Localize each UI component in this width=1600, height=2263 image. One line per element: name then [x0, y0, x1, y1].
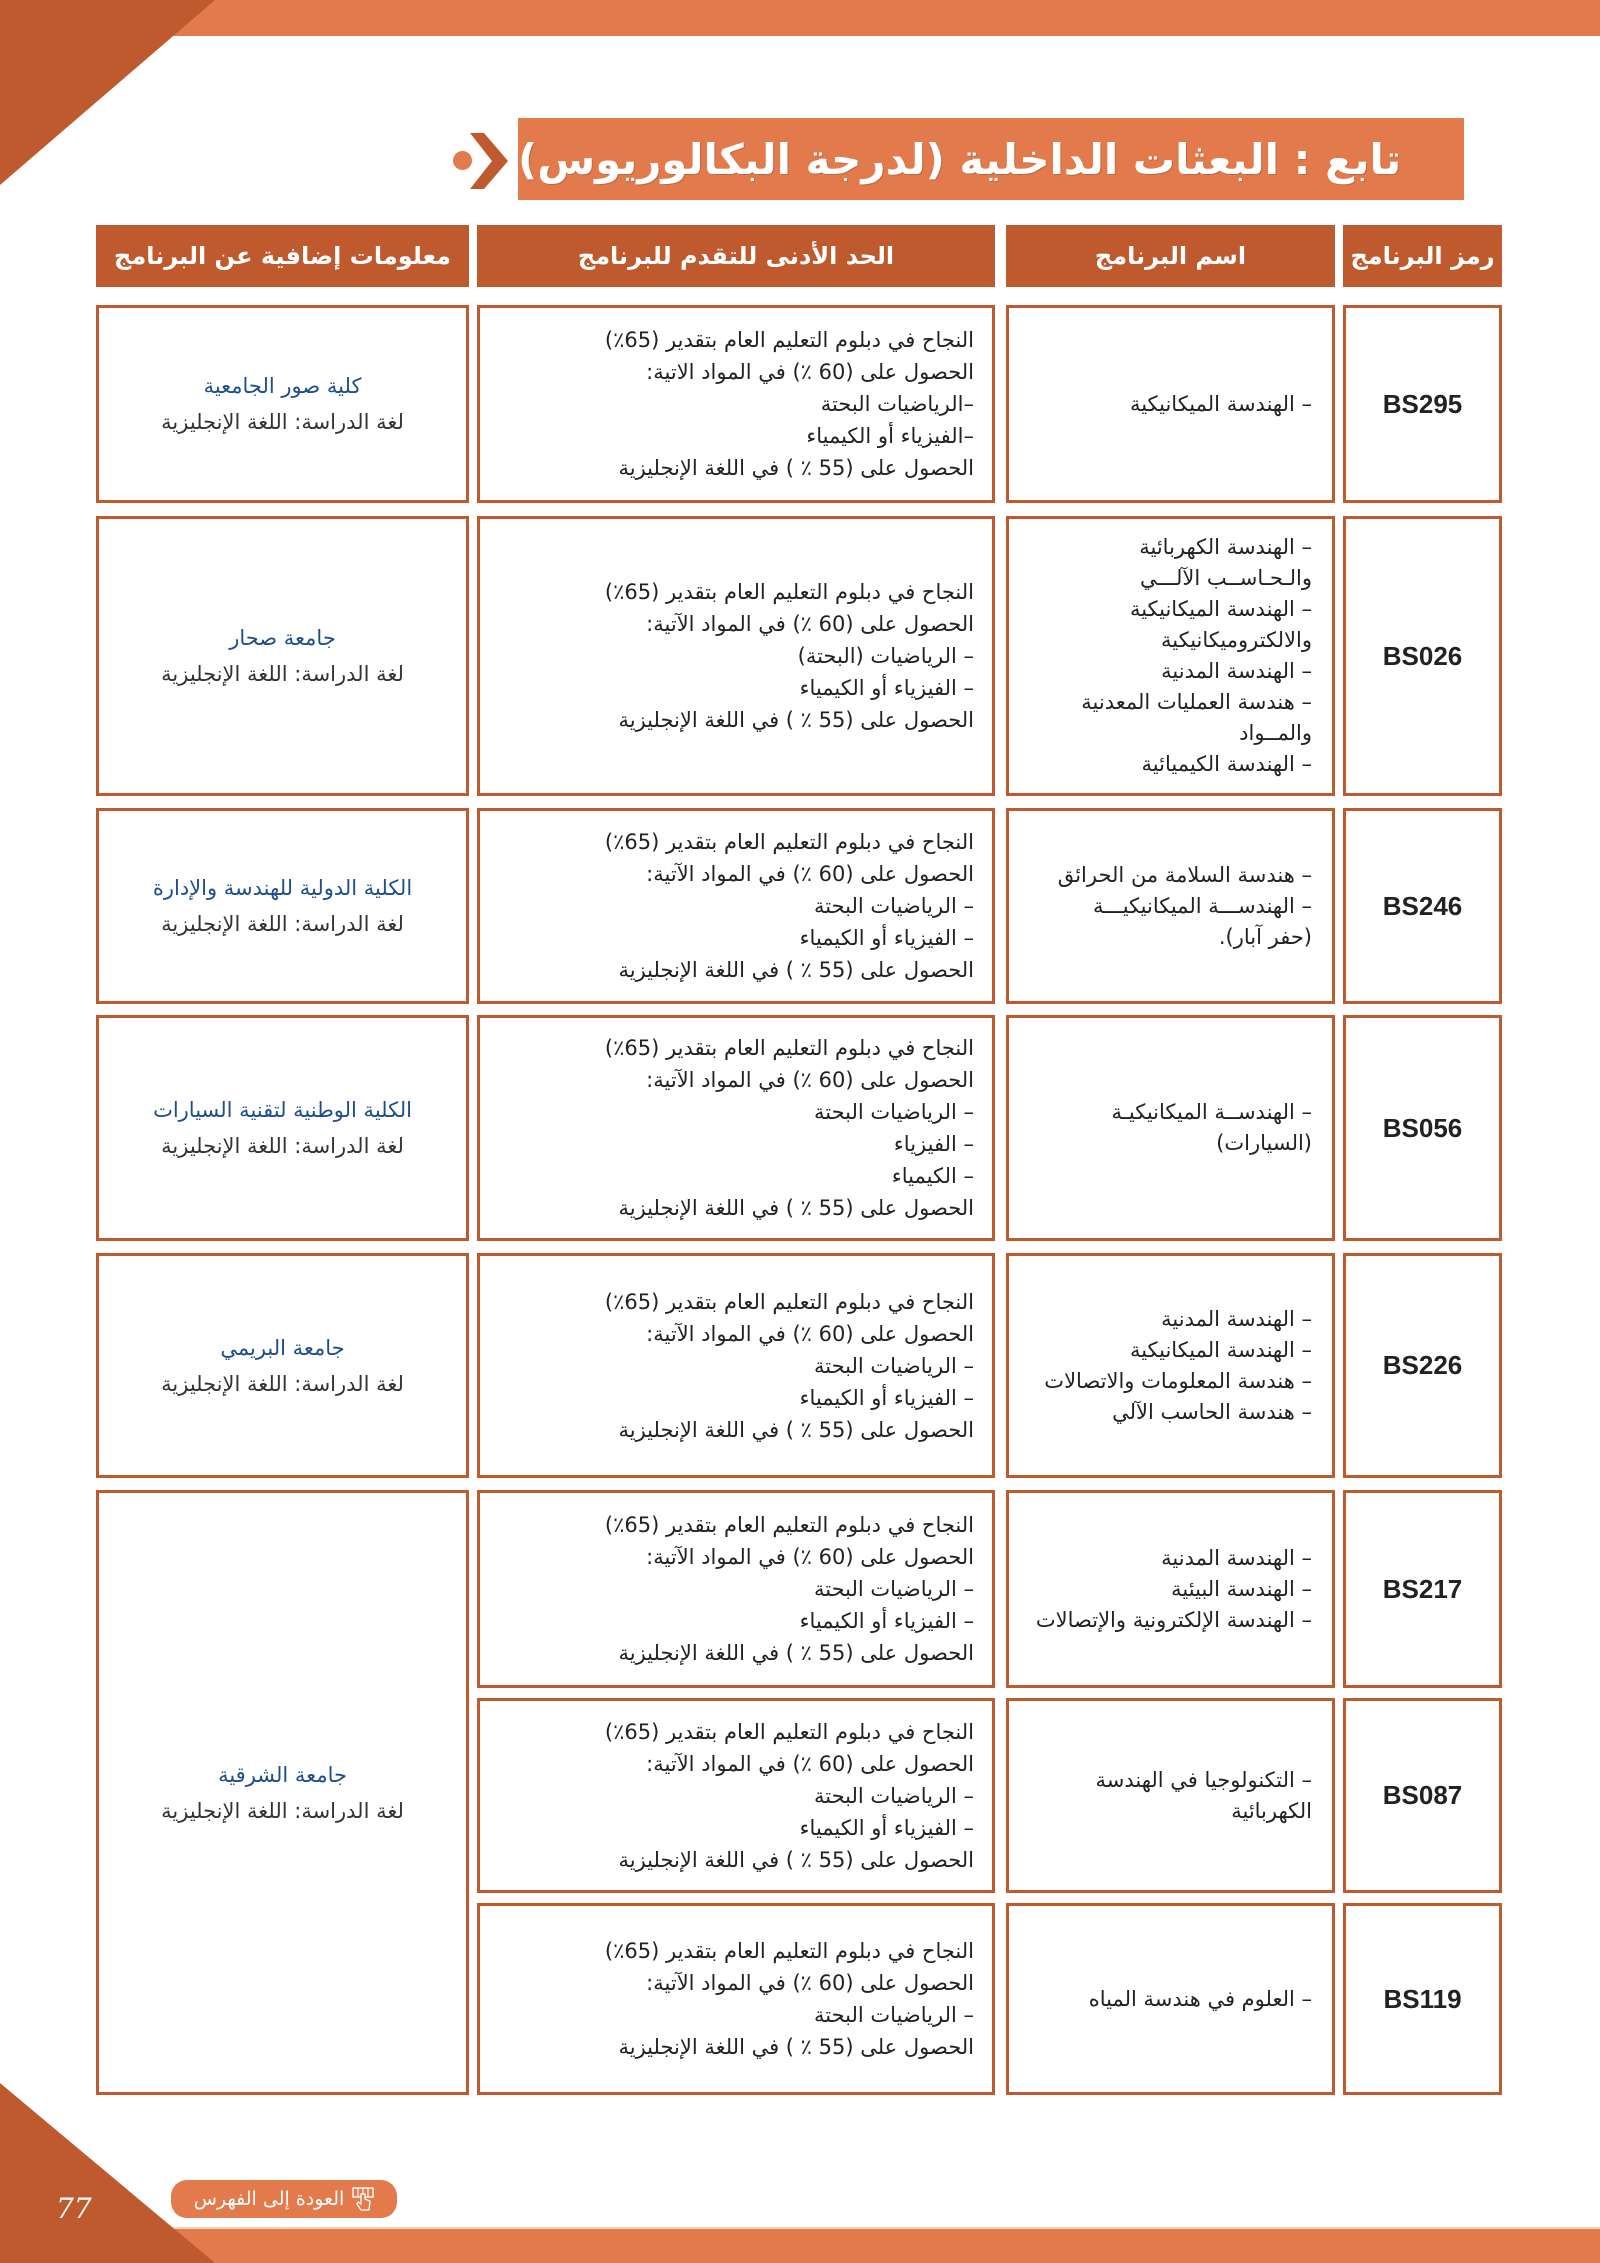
program-name-line: – هندسة العمليات المعدنية [1081, 690, 1312, 714]
requirements-cell [477, 1253, 995, 1478]
requirement-line: الحصول على (60 ٪) في المواد الآتية: [646, 1321, 974, 1346]
requirements-cell [477, 305, 995, 503]
program-code: BS295 [1382, 388, 1463, 419]
program-name-line: – الهندسة المدنية [1161, 1545, 1312, 1570]
requirement-line: – الفيزياء أو الكيمياء [799, 1815, 974, 1840]
study-language: لغة الدراسة: اللغة الإنجليزية [161, 1371, 404, 1396]
chevron-right-icon [470, 133, 508, 189]
requirement-line: النجاح في دبلوم التعليم العام بتقدير (65٪) [604, 1513, 974, 1537]
requirement-line: – الفيزياء أو الكيمياء [799, 676, 974, 700]
requirement-line: الحصول على (60 ٪) في المواد الآتية: [646, 1068, 974, 1092]
program-name-line: والـحـاســب الآلـــي [1140, 566, 1312, 590]
requirement-line: – الرياضيات البحتة [814, 1353, 974, 1378]
requirements-cell [477, 1698, 995, 1893]
program-name-line: – الهندسة الإلكترونية والإتصالات [1035, 1607, 1312, 1632]
requirement-line: الحصول على (60 ٪) في المواد الاتية: [646, 360, 974, 384]
requirement-line: – الرياضيات (البحتة) [797, 644, 974, 668]
institution-name: جامعة الشرقية [218, 1762, 347, 1787]
requirements-cell [477, 808, 995, 1004]
program-name-line: والالكتروميكانيكية [1161, 628, 1312, 652]
header-additional-info: معلومات إضافية عن البرنامج [96, 225, 469, 287]
program-code: BS246 [1382, 890, 1463, 921]
requirement-line: الحصول على (60 ٪) في المواد الآتية: [646, 1545, 974, 1569]
program-name-line: – الهندسة المدنية [1161, 659, 1312, 683]
requirements-cell [477, 1015, 995, 1241]
program-name-cell [1006, 808, 1335, 1004]
requirement-line: الحصول على (55 ٪ ) في اللغة الإنجليزية [618, 958, 974, 982]
requirement-line: – الفيزياء أو الكيمياء [799, 926, 974, 950]
requirement-line: – الرياضيات البحتة [814, 1577, 974, 1601]
requirement-line: الحصول على (55 ٪ ) في اللغة الإنجليزية [618, 456, 974, 480]
back-to-index-button[interactable] [171, 2180, 397, 2218]
program-name-line: – الهندســـة الميكانيكيـــة [1093, 893, 1312, 918]
institution-name: جامعة صحار [229, 626, 336, 650]
program-code-cell [1343, 1015, 1502, 1241]
back-to-index-label: العودة إلى الفهرس [193, 2188, 345, 2210]
program-name-line: والمــواد [1239, 721, 1312, 745]
requirement-line: النجاح في دبلوم التعليم العام بتقدير (65٪) [604, 328, 974, 352]
program-code: BS119 [1383, 1983, 1462, 2014]
additional-info-cell [96, 1253, 469, 1478]
requirement-line: الحصول على (55 ٪ ) في اللغة الإنجليزية [618, 1417, 974, 1442]
requirement-line: الحصول على (55 ٪ ) في اللغة الإنجليزية [618, 1641, 974, 1665]
study-language: لغة الدراسة: اللغة الإنجليزية [161, 662, 404, 686]
header-program-name: اسم البرنامج [1006, 225, 1335, 287]
requirement-line: – الفيزياء أو الكيمياء [799, 1385, 974, 1410]
program-code-cell [1343, 1903, 1502, 2095]
program-name-cell [1006, 1253, 1335, 1478]
requirement-line: النجاح في دبلوم التعليم العام بتقدير (65٪) [604, 580, 974, 604]
top-corner-triangle [0, 0, 215, 185]
program-name-line: – الهندســة الميكانيكيـة [1111, 1100, 1312, 1124]
requirements-cell [477, 1490, 995, 1688]
institution-name: كلية صور الجامعية [203, 374, 362, 398]
requirements-cell [477, 516, 995, 796]
additional-info-cell [96, 1015, 469, 1241]
program-name-line: (السيارات) [1216, 1131, 1312, 1155]
program-code: BS087 [1382, 1780, 1463, 1810]
program-name-line: الكهربائية [1231, 1798, 1312, 1823]
additional-info-cell [96, 516, 469, 796]
program-name-line: – هندسة المعلومات والاتصالات [1044, 1368, 1312, 1393]
requirement-line: الحصول على (55 ٪ ) في اللغة الإنجليزية [618, 1847, 974, 1872]
study-language: لغة الدراسة: اللغة الإنجليزية [161, 1134, 404, 1158]
requirement-line: – الرياضيات البحتة [814, 894, 974, 918]
page-title: تابع : البعثات الداخلية (لدرجة البكالوريوس) [518, 134, 1402, 184]
requirement-line: النجاح في دبلوم التعليم العام بتقدير (65٪) [604, 1036, 974, 1060]
program-code-cell [1343, 516, 1502, 796]
header-program-code: رمز البرنامج [1343, 225, 1502, 287]
requirement-line: – الرياضيات البحتة [814, 1100, 974, 1124]
program-name-cell [1006, 305, 1335, 503]
program-name-line: – الهندسة المدنية [1161, 1306, 1312, 1331]
hand-pointer-index-icon [352, 2187, 374, 2211]
program-code: BS217 [1382, 1573, 1463, 1604]
program-code-cell [1343, 305, 1502, 503]
requirement-line: – الفيزياء أو الكيمياء [799, 1609, 974, 1633]
institution-name: الكلية الوطنية لتقنية السيارات [153, 1098, 412, 1122]
program-name-cell [1006, 1903, 1335, 2095]
study-language: لغة الدراسة: اللغة الإنجليزية [161, 912, 404, 936]
bottom-corner-triangle [0, 2083, 215, 2263]
requirement-line: الحصول على (55 ٪ ) في اللغة الإنجليزية [618, 1196, 974, 1220]
requirement-line: الحصول على (60 ٪) في المواد الآتية: [646, 862, 974, 886]
program-code: BS056 [1382, 1112, 1463, 1143]
program-name-line: – الهندسة الميكانيكية [1129, 1337, 1312, 1362]
page-title-banner [518, 118, 1464, 200]
requirement-line: الحصول على (60 ٪) في المواد الآتية: [646, 1971, 974, 1995]
program-name-line: – الهندسة البيئية [1171, 1576, 1312, 1601]
requirement-line: – الرياضيات البحتة [814, 2003, 974, 2027]
program-name-cell [1006, 1698, 1335, 1893]
requirement-line: النجاح في دبلوم التعليم العام بتقدير (65٪) [604, 1289, 974, 1314]
additional-info-cell [96, 305, 469, 503]
requirement-line: – الفيزياء [893, 1132, 974, 1156]
bottom-banner-bar [0, 2227, 1600, 2263]
program-name-line: – هندسة السلامة من الحرائق [1057, 862, 1312, 887]
study-language: لغة الدراسة: اللغة الإنجليزية [161, 410, 404, 434]
requirement-line: الحصول على (60 ٪) في المواد الآتية: [646, 1751, 974, 1776]
study-language: لغة الدراسة: اللغة الإنجليزية [161, 1798, 404, 1823]
requirement-line: النجاح في دبلوم التعليم العام بتقدير (65٪) [604, 1939, 974, 1963]
top-banner-bar [0, 0, 1600, 36]
program-name-line: – الهندسة الميكانيكية [1129, 597, 1312, 621]
program-code: BS026 [1382, 640, 1463, 671]
requirement-line: الحصول على (60 ٪) في المواد الآتية: [646, 612, 974, 636]
requirement-line: – الرياضيات البحتة [814, 1783, 974, 1808]
program-name-line: – هندسة الحاسب الآلي [1112, 1399, 1312, 1424]
program-name-line: – الهندسة الميكانيكية [1129, 391, 1312, 416]
program-name-line: – العلوم في هندسة المياه [1088, 1986, 1312, 2011]
program-name-line: – الهندسة الكهربائية [1139, 535, 1312, 559]
additional-info-cell [96, 808, 469, 1004]
program-name-cell [1006, 1015, 1335, 1241]
requirement-line: – الكيمياء [891, 1164, 974, 1188]
requirement-line: –الرياضيات البحتة [820, 392, 974, 416]
requirement-line: النجاح في دبلوم التعليم العام بتقدير (65٪) [604, 830, 974, 854]
program-code-cell [1343, 808, 1502, 1004]
requirement-line: –الفيزياء أو الكيمياء [806, 424, 974, 448]
institution-name: جامعة البريمي [220, 1335, 345, 1360]
program-code-cell [1343, 1253, 1502, 1478]
header-min-requirements: الحد الأدنى للتقدم للبرنامج [477, 225, 995, 287]
program-name-line: – الهندسة الكيميائية [1141, 752, 1312, 776]
program-name-cell [1006, 516, 1335, 796]
requirement-line: الحصول على (55 ٪ ) في اللغة الإنجليزية [618, 2035, 974, 2059]
program-name-line: – التكنولوجيا في الهندسة [1095, 1767, 1312, 1792]
institution-name: الكلية الدولية للهندسة والإدارة [152, 876, 413, 900]
program-code: BS226 [1382, 1350, 1463, 1380]
requirement-line: النجاح في دبلوم التعليم العام بتقدير (65٪) [604, 1719, 974, 1744]
requirements-cell [477, 1903, 995, 2095]
program-name-cell [1006, 1490, 1335, 1688]
additional-info-cell-merged [96, 1490, 469, 2095]
program-name-line: (حفر آبار). [1218, 924, 1312, 949]
program-code-cell [1343, 1698, 1502, 1893]
page-number: 77 [56, 2192, 92, 2225]
program-code-cell [1343, 1490, 1502, 1688]
requirement-line: الحصول على (55 ٪ ) في اللغة الإنجليزية [618, 708, 974, 732]
